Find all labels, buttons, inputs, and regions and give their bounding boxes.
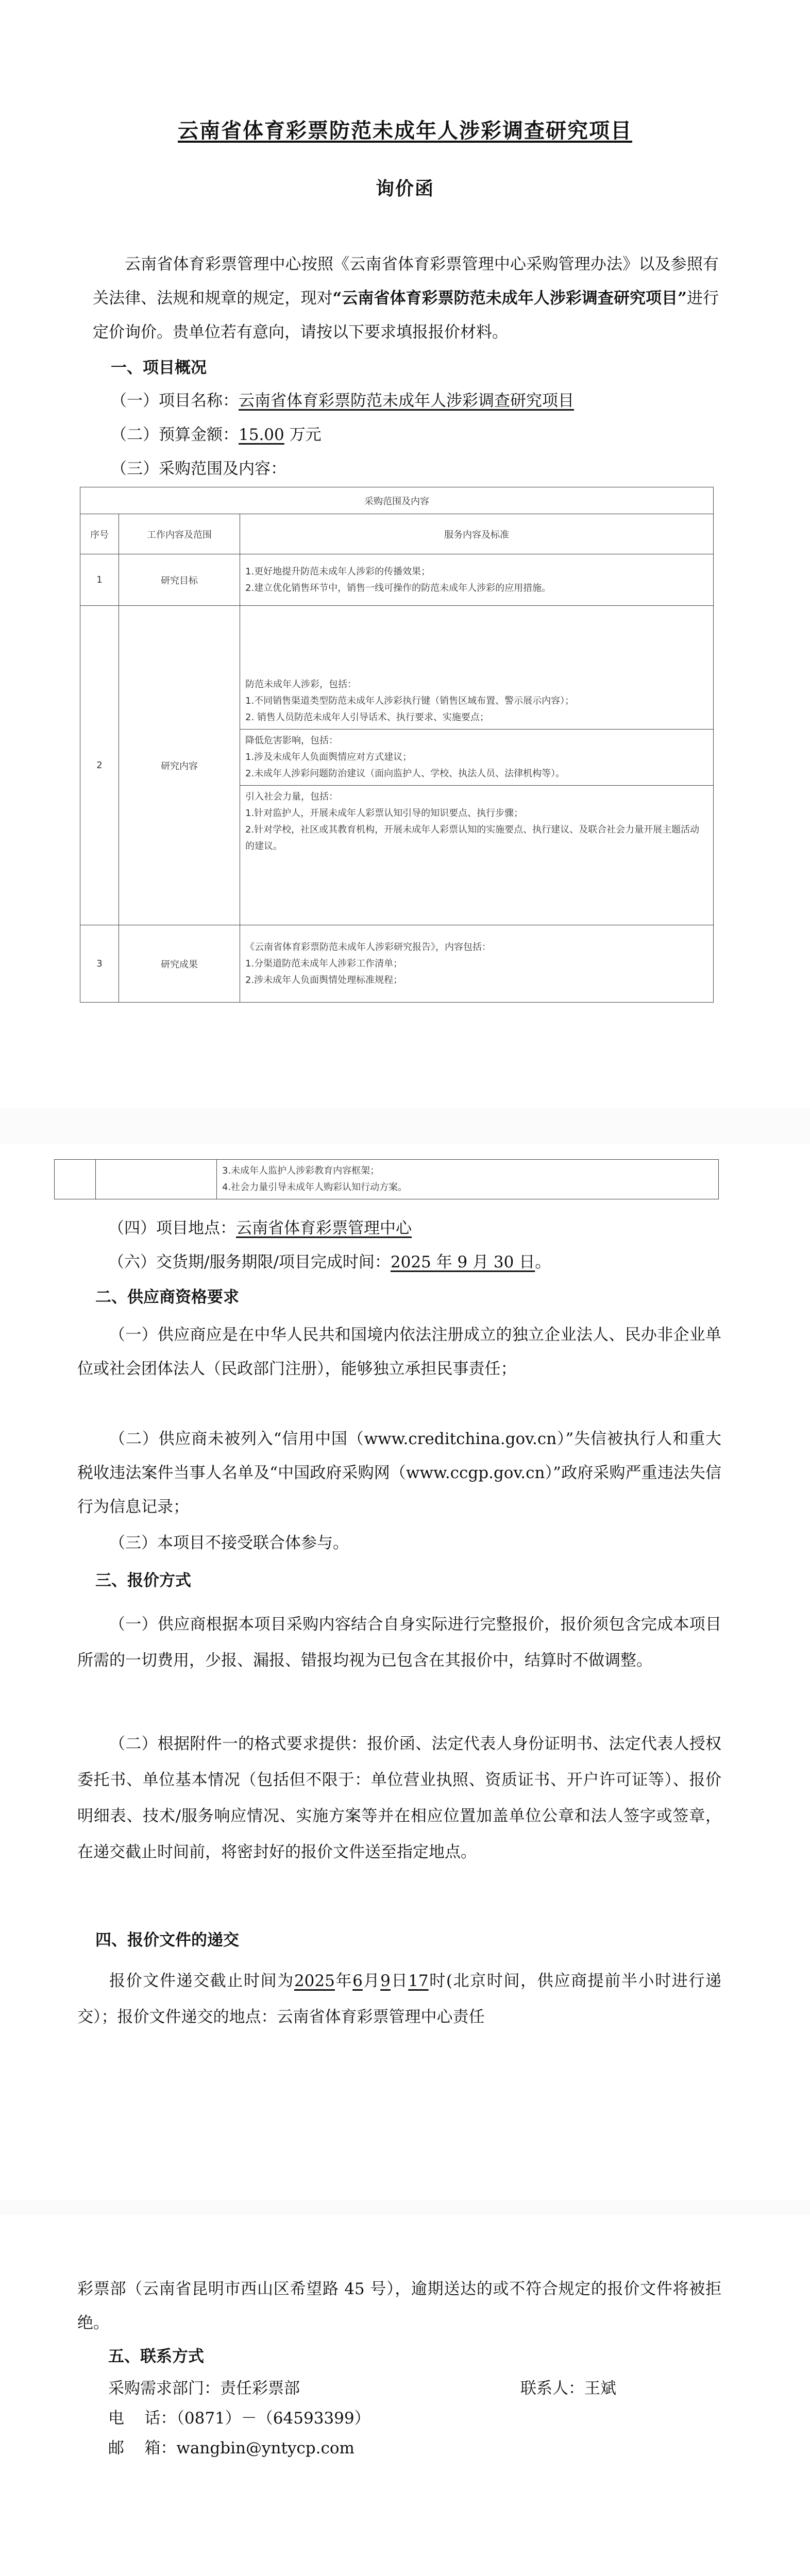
item-text: 2.涉未成年人负面舆情处理标准规程；	[245, 974, 403, 986]
row-items	[240, 606, 714, 925]
item-text: 1.涉及未成年人负面舆情应对方式建议；	[245, 751, 412, 762]
location-line: （四）项目地点：云南省体育彩票管理中心	[108, 1219, 412, 1238]
row-items	[240, 925, 714, 1003]
item-text: 2.未成年人涉彩问题防治建议（面向监护人、学校、执法人员、法律机构等）。	[245, 768, 565, 779]
row-number	[55, 1160, 96, 1199]
table-row	[80, 554, 714, 606]
row-work	[96, 1160, 217, 1199]
scope-table-continued	[54, 1159, 719, 1199]
page-gap	[0, 2200, 810, 2215]
item-text: 2.建立优化销售环节中，销售一线可操作的防范未成年人涉彩的应用措施。	[245, 582, 551, 594]
page-gap	[0, 1108, 810, 1144]
table-header: 序号	[80, 514, 119, 554]
table-header: 工作内容及范围	[119, 514, 240, 554]
scope-table	[80, 487, 714, 1003]
table-row	[55, 1160, 719, 1199]
item-text: 1.更好地提升防范未成年人涉彩的传播效果；	[245, 566, 431, 577]
item-text: 3.未成年人监护人涉彩教育内容框架；	[222, 1165, 380, 1176]
quote-method-2: （二）根据附件一的格式要求提供：报价函、法定代表人身份证明书、法定代表人授权委托书、单位基本情况（包括但不限于：单位营业执照、资质证书、开户许可证等）、报价明细表、技术/服务响应情况、实施方案等并在相应位置加盖单位公章和法人签字或签章，在递交截止时间前，将密封好的报价文件送至指定地点。	[77, 1735, 721, 1861]
section-3-heading: 三、报价方式	[95, 1571, 191, 1590]
item-text: 1.针对监护人，开展未成年人彩票认知引导的知识要点、执行步骤；	[245, 807, 524, 819]
qualification-3: （三）本项目不接受联合体参与。	[109, 1534, 349, 1552]
item-text: 降低危害影响，包括：	[240, 729, 713, 749]
deadline-line: （六）交货期/服务期限/项目完成时间：2025 年 9 月 30 日。	[108, 1253, 551, 1272]
budget-line: （二）预算金额：15.00 万元	[111, 426, 322, 444]
table-caption: 采购范围及内容	[80, 487, 714, 514]
item-text: 4.社会力量引导未成年人购彩认知行动方案。	[222, 1182, 408, 1193]
item-text: 1.分渠道防范未成年人涉彩工作清单；	[245, 958, 403, 969]
item-text: 1.不同销售渠道类型防范未成年人涉彩执行键（销售区域布置、警示展示内容）；	[245, 695, 575, 706]
page-1	[0, 0, 810, 1108]
contact-person: 联系人：王斌	[520, 2379, 616, 2398]
qualification-2: （二）供应商未被列入“信用中国（www.creditchina.gov.cn）”失信被执行人和重大税收违法案件当事人名单及“中国政府采购网（www.ccgp.gov.cn）”政府采购严重违法失信行为信息记录；	[77, 1430, 721, 1516]
section-1-heading: 一、项目概况	[111, 359, 207, 377]
item-text: 《云南省体育彩票防范未成年人涉彩研究报告》，内容包括：	[245, 941, 491, 953]
quote-method-1: （一）供应商根据本项目采购内容结合自身实际进行完整报价，报价须包含完成本项目所需的一切费用，少报、漏报、错报均视为已包含在其报价中，结算时不做调整。	[77, 1615, 721, 1670]
page-3	[0, 2215, 810, 2576]
page-2	[0, 1144, 810, 2200]
row-number: 1	[80, 554, 119, 606]
submission-paragraph: 报价文件递交截止时间为2025年6月9日17时(北京时间，供应商提前半小时进行递交）；报价文件递交的地点：云南省体育彩票管理中心责任	[77, 1972, 722, 2026]
contact-department: 采购需求部门：责任彩票部	[108, 2379, 300, 2398]
row-work: 研究成果	[119, 925, 240, 1003]
item-text: 2.针对学校，社区或其教育机构，开展未成年人彩票认知的实施要点、执行建议、及联合社会力量开展主题活动的建议。	[245, 824, 700, 852]
table-row	[80, 925, 714, 1003]
item-text: 引入社会力量，包括：	[240, 785, 713, 805]
qualification-1: （一）供应商应是在中华人民共和国境内依法注册成立的独立企业法人、民办非企业单位或社会团体法人（民政部门注册），能够独立承担民事责任；	[77, 1326, 721, 1378]
document-subtitle: 询价函	[375, 178, 434, 199]
intro-paragraph: 云南省体育彩票管理中心按照《云南省体育彩票管理中心采购管理办法》以及参照有关法律、法规和规章的规定，现对“云南省体育彩票防范未成年人涉彩调查研究项目”进行定价询价。贵单位若有意向，请按以下要求填报报价材料。	[93, 255, 719, 342]
contact-phone: 电 话：（0871）－（64593399）	[108, 2409, 370, 2428]
section-2-heading: 二、供应商资格要求	[95, 1288, 239, 1307]
section-4-heading: 四、报价文件的递交	[95, 1931, 239, 1950]
contact-email: 邮 箱：wangbin@yntycp.com	[108, 2439, 355, 2458]
row-work: 研究内容	[119, 606, 240, 925]
table-row	[80, 606, 714, 925]
row-number: 3	[80, 925, 119, 1003]
item-text: 2. 销售人员防范未成年人引导话术、执行要求、实施要点；	[245, 711, 489, 723]
document-title: 云南省体育彩票防范未成年人涉彩调查研究项目	[178, 118, 632, 143]
project-name-line: （一）项目名称：云南省体育彩票防范未成年人涉彩调查研究项目	[111, 392, 574, 410]
row-work: 研究目标	[119, 554, 240, 606]
submission-paragraph-continued: 彩票部（云南省昆明市西山区希望路 45 号），逾期送达的或不符合规定的报价文件将被拒绝。	[77, 2280, 721, 2332]
row-items	[217, 1160, 719, 1199]
row-items	[240, 554, 714, 606]
row-number: 2	[80, 606, 119, 925]
scope-line: （三）采购范围及内容：	[111, 460, 286, 478]
item-text: 防范未成年人涉彩，包括：	[245, 679, 357, 690]
section-5-heading: 五、联系方式	[108, 2347, 204, 2366]
table-header: 服务内容及标准	[240, 514, 714, 554]
